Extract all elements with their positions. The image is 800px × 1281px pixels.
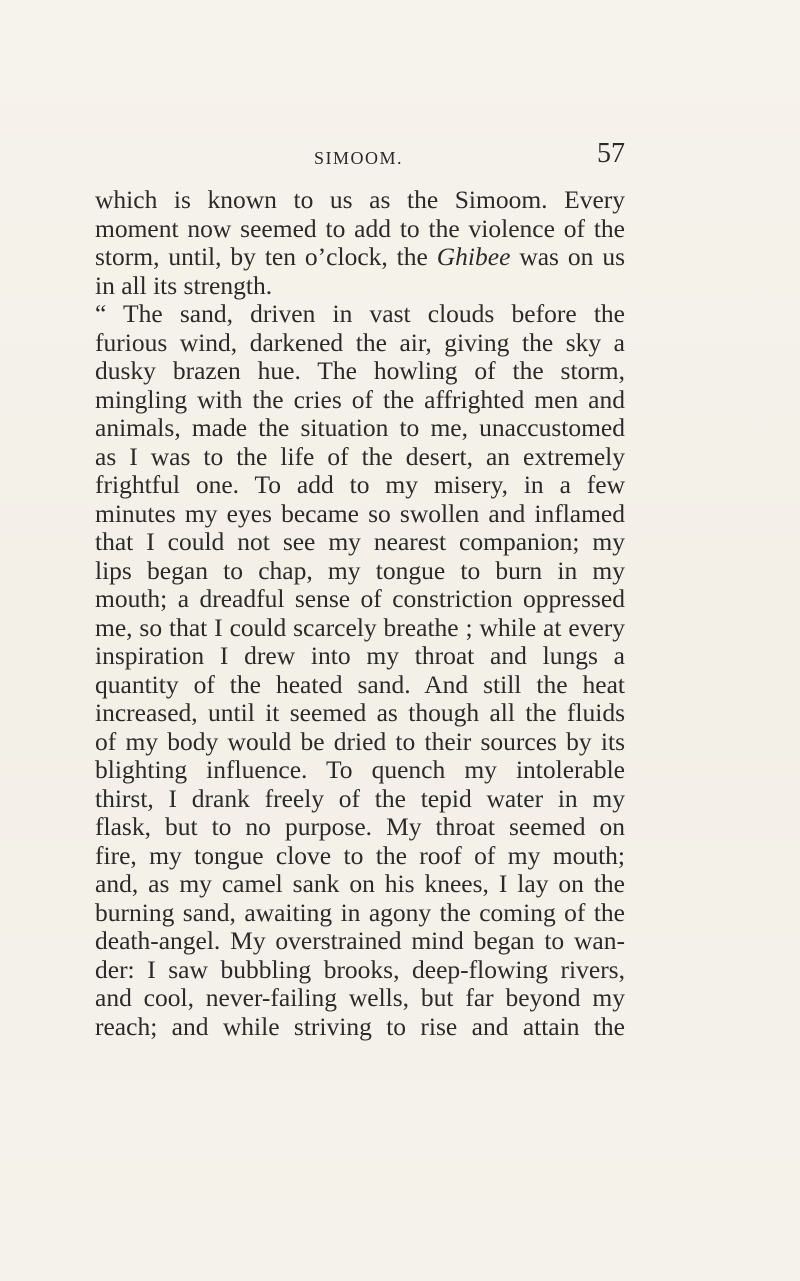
text-line: minutes my eyes became so swollen and inflamed [95,498,625,528]
italic-word: Ghibee [436,242,511,271]
page-number: 57 [597,138,625,169]
text-line: quantity of the heated sand. And still the heat [95,669,625,699]
text-line: of my body would be dried to their sources by its [95,726,625,756]
text-line: reach; and while striving to rise and attain the [95,1011,625,1041]
text-line: moment now seemed to add to the violence of the [95,213,625,243]
text-line: burning sand, awaiting in agony the coming of the [95,897,625,927]
text-line: mingling with the cries of the affrighted men and [95,384,625,414]
text-line: and, as my camel sank on his knees, I lay on the [95,869,625,898]
text-line: which is known to us as the Simoom. Every [95,185,625,214]
body-text [95,186,625,1041]
running-head [95,138,625,178]
text-line: der: I saw bubbling brooks, deep-flowing rivers, [95,954,625,984]
text-line: inspiration I drew into my throat and lungs a [95,641,625,670]
text-line: dusky brazen hue. The howling of the storm, [95,356,625,385]
text-line: lips began to chap, my tongue to burn in my [95,555,625,585]
text-line: thirst, I drank freely of the tepid water in my [95,783,625,813]
text-line: as I was to the life of the desert, an extremely [95,441,625,471]
text-line: furious wind, darkened the air, giving the sky a [95,327,625,357]
text-line: in all its strength. [95,270,273,300]
text-line: and cool, never-failing wells, but far beyond my [95,983,625,1012]
text-line: blighting influence. To quench my intolerable [95,755,625,784]
text-line: animals, made the situation to me, unaccustomed [95,413,625,442]
text-line: mouth; a dreadful sense of constriction oppressed [95,584,625,613]
text-line: flask, but to no purpose. My throat seemed on [95,812,625,841]
text-line: me, so that I could scarcely breathe ; while at every [95,612,625,642]
running-title: SIMOOM. [314,148,404,168]
text-line: that I could not see my nearest companion; my [95,527,625,556]
text-line: frightful one. To add to my misery, in a few [95,470,625,499]
text-line: fire, my tongue clove to the roof of my mouth; [95,840,625,870]
text-line: increased, until it seemed as though all the fluids [95,698,625,727]
text-line: “ The sand, driven in vast clouds before the [95,299,625,328]
text-line-with-italic: storm, until, by ten o’clock, the Ghibee was on us [95,242,625,271]
text-line: death-angel. My overstrained mind began to wan- [95,926,625,955]
